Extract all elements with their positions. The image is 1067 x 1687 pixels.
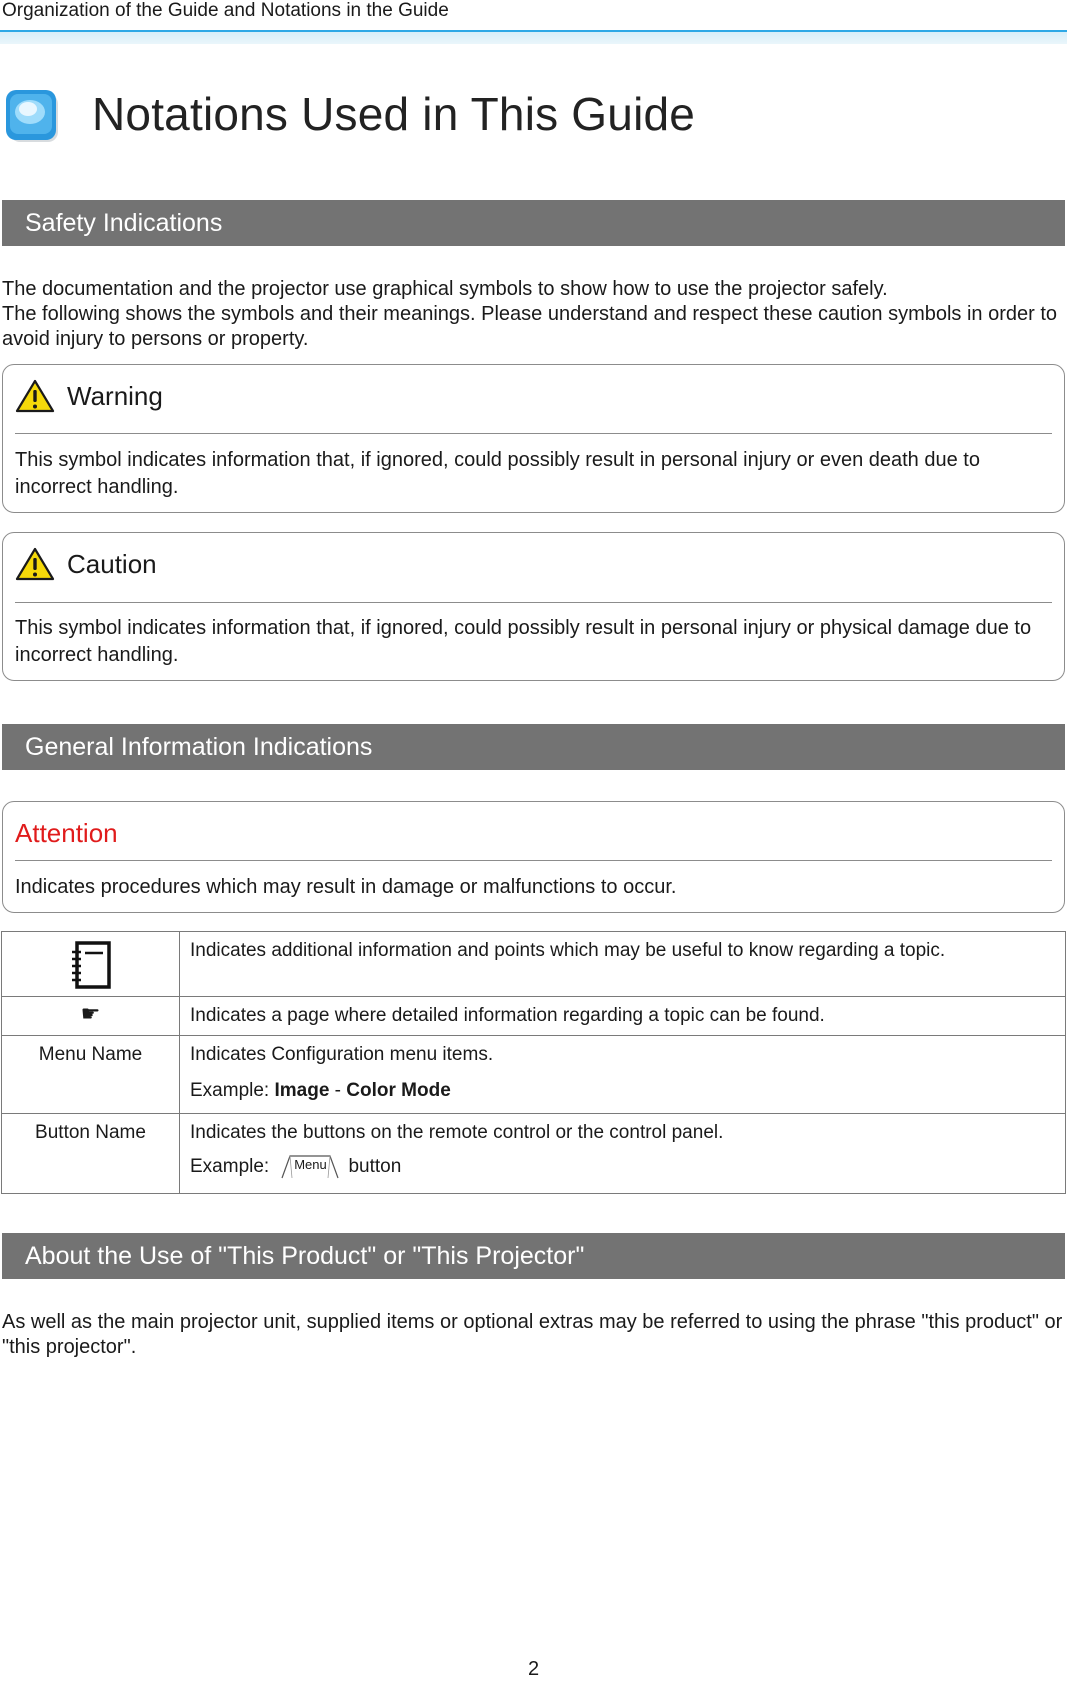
section-heading-safety: Safety Indications <box>2 200 1065 246</box>
about-text: As well as the main projector unit, supplied items or optional extras may be referred to using the phrase "this product" or "this projector". <box>2 1311 1063 1358</box>
table-row <box>2 932 1066 997</box>
example-separator: - <box>329 1080 347 1101</box>
attention-divider <box>15 860 1052 861</box>
table-cell-description <box>180 1114 1066 1194</box>
menu-key-label: Menu <box>294 1157 327 1172</box>
warning-triangle-icon <box>15 547 55 581</box>
button-name-example <box>190 1154 1057 1180</box>
warning-box <box>2 364 1065 513</box>
example-label: Example: <box>190 1080 275 1101</box>
notation-table <box>1 931 1066 1194</box>
warning-divider <box>15 433 1052 434</box>
caution-text: This symbol indicates information that, if ignored, could possibly result in personal injury or physical damage due to incorrect handling. <box>15 617 1032 666</box>
menu-name-description: Indicates Configuration menu items. <box>190 1044 494 1065</box>
attention-box <box>2 801 1065 913</box>
caution-title: Caution <box>67 549 157 579</box>
button-name-description: Indicates the buttons on the remote control or the control panel. <box>190 1122 724 1143</box>
safety-intro-1: The documentation and the projector use graphical symbols to show how to use the projector safely. <box>2 278 888 300</box>
section-heading-about: About the Use of "This Product" or "This Projector" <box>2 1233 1065 1279</box>
attention-text: Indicates procedures which may result in damage or malfunctions to occur. <box>15 876 677 898</box>
running-header <box>0 0 1067 46</box>
table-cell-description: Indicates additional information and points which may be useful to know regarding a topic. <box>180 932 1066 997</box>
table-cell-symbol <box>2 932 180 997</box>
warning-text: This symbol indicates information that, if ignored, could possibly result in personal injury or even death due to incorrect handling. <box>15 449 980 498</box>
example-menu-2: Color Mode <box>346 1080 451 1101</box>
menu-name-example <box>190 1080 1057 1102</box>
caution-box <box>2 532 1065 681</box>
pointing-hand-icon: ☛ <box>2 997 180 1036</box>
warning-triangle-icon <box>15 379 55 413</box>
example-label: Example: <box>190 1156 275 1178</box>
caution-header <box>15 547 157 581</box>
example-suffix: button <box>348 1156 402 1178</box>
table-cell-description <box>180 1036 1066 1114</box>
safety-intro-2: The following shows the symbols and their meanings. Please understand and respect these caution symbols in order to avoid injury to persons or property. <box>2 303 1058 350</box>
table-row <box>2 997 1066 1036</box>
caution-divider <box>15 602 1052 603</box>
table-row <box>2 1036 1066 1114</box>
section-heading-general: General Information Indications <box>2 724 1065 770</box>
running-header-text: Organization of the Guide and Notations in the Guide <box>2 0 449 21</box>
header-rule <box>0 30 1067 44</box>
notebook-icon <box>69 940 113 990</box>
table-cell-description: Indicates a page where detailed information regarding a topic can be found. <box>180 997 1066 1036</box>
title-bullet-icon <box>4 88 60 144</box>
menu-key-icon <box>280 1154 340 1180</box>
table-row <box>2 1114 1066 1194</box>
table-cell-symbol: Button Name <box>2 1114 180 1194</box>
page-number: 2 <box>527 1658 540 1680</box>
warning-title: Warning <box>67 381 163 411</box>
table-cell-symbol: Menu Name <box>2 1036 180 1114</box>
warning-header <box>15 379 163 413</box>
attention-title: Attention <box>15 818 118 848</box>
page-title: Notations Used in This Guide <box>92 88 696 140</box>
example-menu-1: Image <box>274 1080 330 1101</box>
